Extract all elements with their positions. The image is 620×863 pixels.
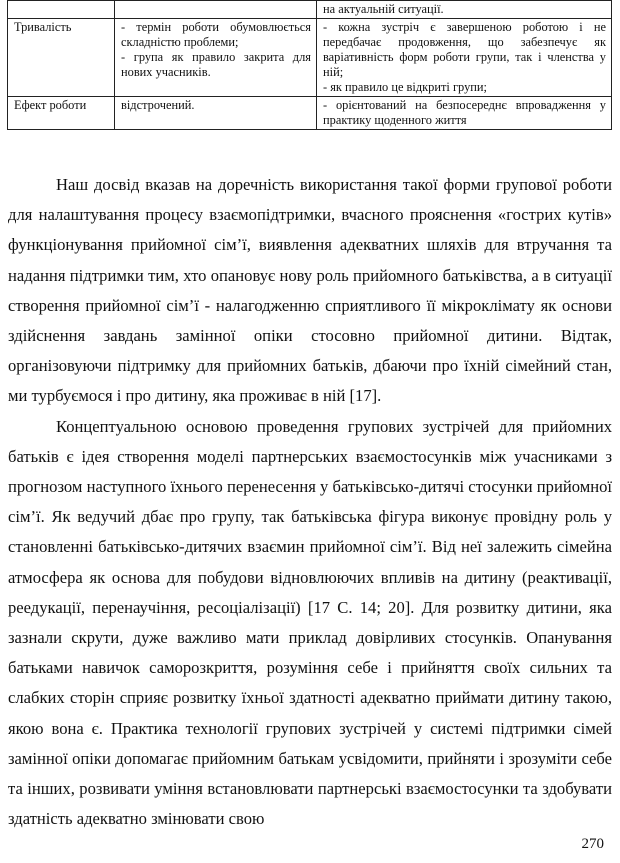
cell-text: - група як правило закрита для нових учасників. [121,50,311,79]
cell-text: відстрочений. [121,98,195,112]
table-cell-closed-group [115,19,317,97]
table-cell-open-group [317,1,612,19]
cell-text: - як правило це відкриті групи; [323,80,487,94]
table-cell-label: Тривалість [8,19,115,97]
paragraph: Концептуальною основою проведення групових зустрічей для прийомних батьків є ідея створення моделі партнерських взаємостосунків між учасниками з прогнозом наступного їхнього перенесення у батьківсько-дитячі стосунки прийомної сім’ї. Як ведучий дбає про групу, так батьківська фігура виконує провідну роль у становленні батьківсько-дитячих взаємин прийомної сім’ї. Від неї залежить сімейна атмосфера як основа для побудови відновлюючих впливів на дитину (реактивації, реедукації, перенаучіння, ресоціалізації) [17 С. 14; 20]. Для розвитку дитини, яка зазнали скрути, дуже важливо мати приклад довірливих стосунків. Опанування батьками навичок саморозкриття, розуміння себе і прийняття своїх сильних та слабких сторін сприяє розвитку їхньої здатності адекватно приймати дитину такою, якою вона є. Практика технології групових зустрічей у системі підтримки сімей замінної опіки допомагає прийомним батькам усвідомити, прийняти і зрозуміти себе та інших, розвивати уміння встановлювати партнерські взаємостосунки та здобувати здатність адекватно змінювати свою [8,416,612,829]
table-row [8,1,612,19]
page-number: 270 [581,836,604,852]
table-cell-open-group [317,97,612,130]
table-cell-open-group [317,19,612,97]
paragraph: Наш досвід вказав на доречність використання такої форми групової роботи для налаштування процесу взаємопідтримки, вчасного прояснення «гострих кутів» функціонування прийомної сім’ї, виявлення адекватних шляхів для втручання та надання підтримки тим, хто опановує нову роль прийомного батьківства, а в ситуації створення прийомної сім’ї - налагодженню сприятливого її мікроклімату як основи здійснення завдань замінної опіки стосовно прийомної дитини. Відтак, організовуючи підтримку для прийомних батьків, дбаючи про їхній сімейний стан, ми турбуємося і про дитину, яка проживає в ній [17]. [8,175,612,406]
table-cell-label [8,1,115,19]
comparison-table [7,0,612,130]
cell-text: - кожна зустріч є завершеною роботою і не передбачає продовження, що забезпечує як варіативність форм роботи групи, так і членства у ній; [323,20,606,79]
cell-text: - орієнтований на безпосереднє впровадження у практику щоденного життя [323,98,606,127]
table-cell-closed-group [115,97,317,130]
table-row [8,19,612,97]
body-text [8,170,612,834]
table-cell-label: Ефект роботи [8,97,115,130]
table-cell-closed-group [115,1,317,19]
cell-text: на актуальній ситуації. [323,2,444,16]
table-row [8,97,612,130]
cell-text: - термін роботи обумовлюється складністю проблеми; [121,20,311,49]
